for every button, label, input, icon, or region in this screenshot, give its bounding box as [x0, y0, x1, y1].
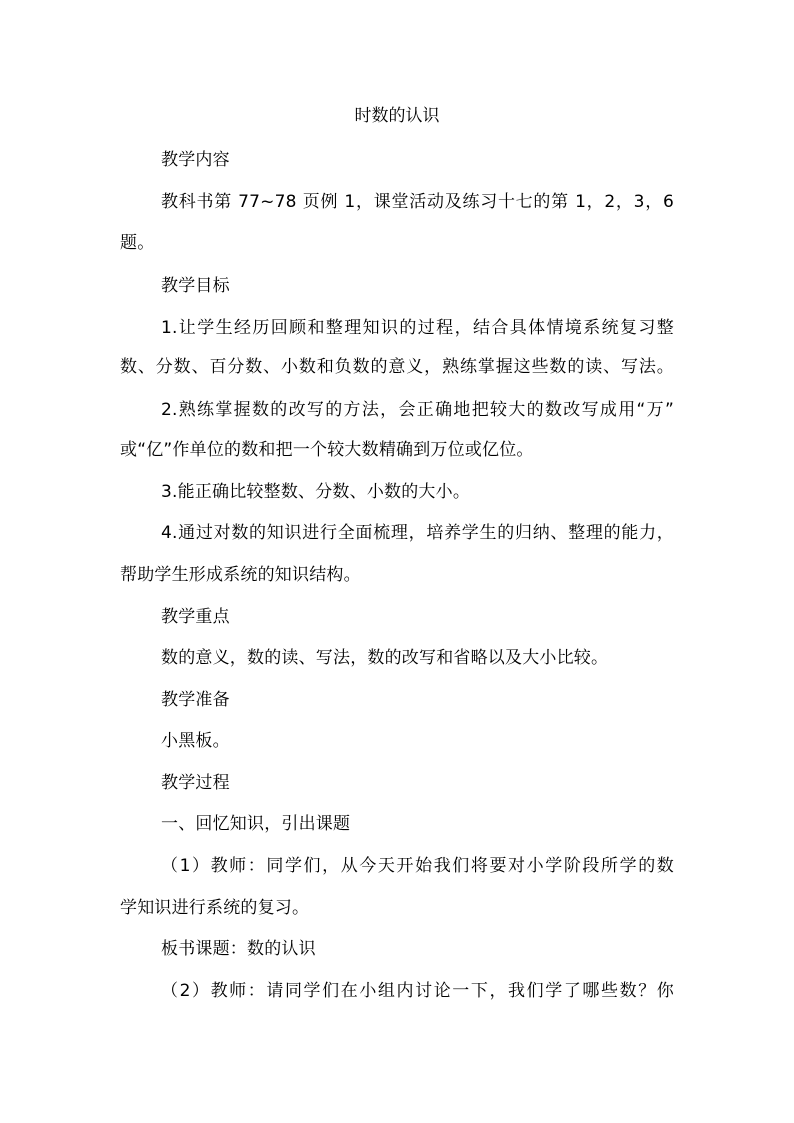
section-heading-goals: 教学目标 — [161, 276, 230, 296]
section-heading-preparation: 教学准备 — [161, 690, 230, 710]
paragraph-line: 数的意义，数的读、写法，数的改写和省略以及大小比较。 — [161, 648, 609, 668]
document-title: 时数的认识 — [354, 106, 440, 126]
paragraph-line: （1）教师：同学们，从今天开始我们将要对小学阶段所学的数 — [161, 856, 674, 876]
paragraph-line: 4.通过对数的知识进行全面梳理，培养学生的归纳、整理的能力， — [161, 523, 674, 543]
paragraph-line: （2）教师：请同学们在小组内讨论一下，我们学了哪些数？你 — [161, 981, 674, 1001]
paragraph-line: 一、回忆知识，引出课题 — [161, 814, 351, 834]
section-heading-focus: 教学重点 — [161, 607, 230, 627]
paragraph-line: 或“亿”作单位的数和把一个较大数精确到万位或亿位。 — [120, 440, 534, 460]
section-heading-content: 教学内容 — [161, 150, 230, 170]
paragraph-line: 数、分数、百分数、小数和负数的意义，熟练掌握这些数的读、写法。 — [120, 357, 674, 377]
paragraph-line: 2.熟练掌握数的改写的方法，会正确地把较大的数改写成用“万” — [161, 400, 674, 420]
paragraph-line: 教科书第 77~78 页例 1，课堂活动及练习十七的第 1，2，3，6 — [161, 192, 674, 212]
paragraph-line: 小黑板。 — [161, 731, 230, 751]
paragraph-line: 1.让学生经历回顾和整理知识的过程，结合具体情境系统复习整 — [161, 318, 674, 338]
paragraph-line: 题。 — [120, 233, 155, 253]
paragraph-line: 帮助学生形成系统的知识结构。 — [120, 565, 361, 585]
paragraph-line: 3.能正确比较整数、分数、小数的大小。 — [161, 482, 471, 502]
paragraph-line: 板书课题：数的认识 — [161, 939, 316, 959]
paragraph-line: 学知识进行系统的复习。 — [120, 898, 310, 918]
section-heading-process: 教学过程 — [161, 773, 230, 793]
